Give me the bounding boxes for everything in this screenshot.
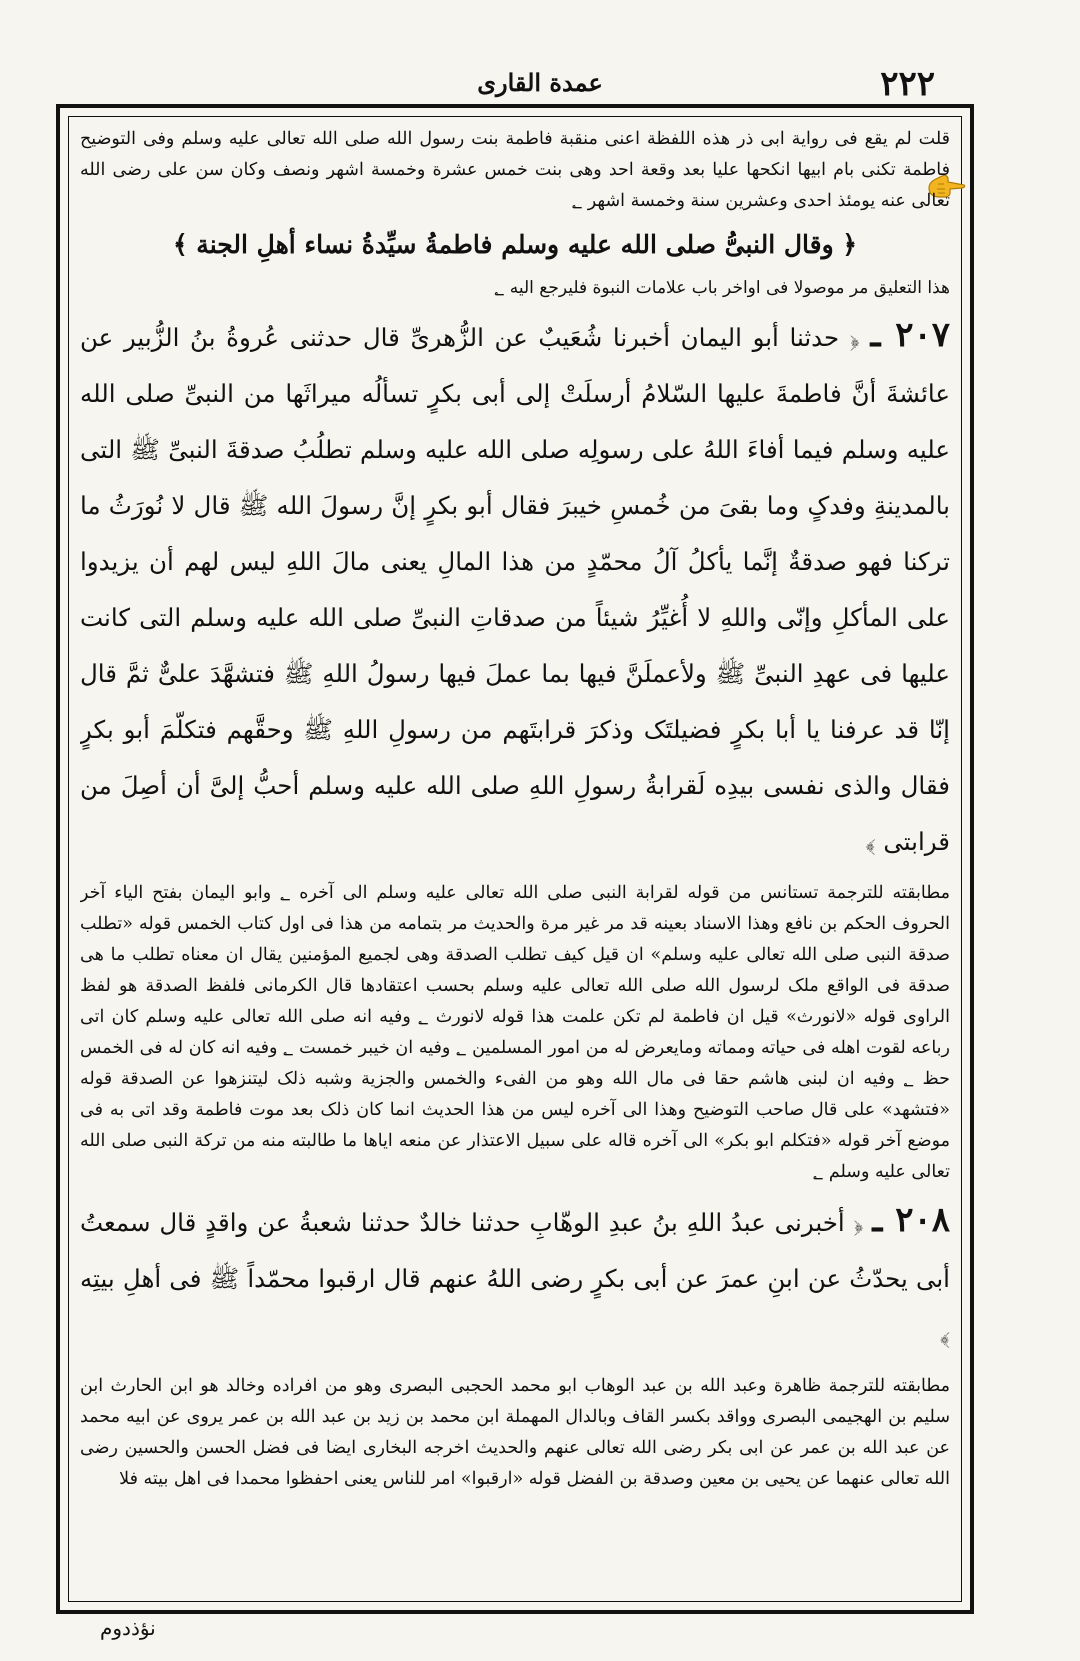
hadith-paragraph [80,307,950,870]
hadith-text: ﴿ أخبرنی عبدُ اللهِ بنُ عبدِ الوهّابِ حدثنا خالدٌ حدثنا شعبةُ عن واقدٍ قال سمعتُ أبی یحدّثُ عن ابنِ عمرَ عن أبی بکرٍ رضی اللهُ عنهم قال ارقبوا محمّداً ﷺ فی أهلِ بیتِه ﴾ [80,1208,950,1349]
hadith-paragraph [80,1192,950,1363]
page-header [60,64,1020,108]
commentary-paragraph: مطابقته للترجمة تستانس من قوله لقرابة النبی صلی الله تعالی علیه وسلم الی آخره ؂ وابو الیمان بفتح الیاء آخر الحروف الحکم بن نافع وهذا الاسناد بعینه قد مر غیر مرة والحدیث مر بتمامه من هذا فی اول کتاب الخمس قوله «تطلب صدقة النبی صلی الله تعالی علیه وسلم» ان قیل کیف تطلب الصدقة وهی لجمیع المؤمنین یقال ان معناه تطلب ما هی صدقة فی الواقع ملک لرسول الله صلی الله تعالی علیه وسلم بحسب اعتقادها قال الکرمانی فلفظ الصدقة هو لفظ الراوی قوله «لانورث» قیل ان فاطمة لم تکن علمت هذا قوله لانورث ؂ وفیه انه صلی الله تعالی علیه وسلم کان اتی رباعه لقوت اهله فی حیاته ومماته ومایعرض له من امور المسلمین ؂ وفیه ان خیبر خمست ؂ وفیه انه کان له فی الخمس حظ ؂ وفیه ان لبنی هاشم حقا فی مال الله وهو من الفیء والخمس والجزیة وشبه ذلک لیتنزهوا عن الصدقة قوله «فتشهد» علی قال صاحب التوضیح وهذا الی آخره لیس من هذا الحدیث انما کان ذلک بعد موت فاطمة وقد اتی به فی موضع آخر قوله «فتکلم ابو بکر» الی آخره قاله علی سبیل الاعتذار عن منعه ایاها ما طالبته منه من ترکة النبی صلی الله تعالی علیه وسلم ؂ [80,883,950,1182]
chapter-note: هذا التعلیق مر موصولا فی اواخر باب علامات النبوة فلیرجع الیه ؂ [494,278,950,298]
commentary-paragraph: مطابقته للترجمة ظاهرة وعبد الله بن عبد الوهاب ابو محمد الحجبی البصری وهو من افراده وخالد هو ابن الحارث ابن سلیم بن الهجیمی البصری وواقد بکسر القاف وبالدال المهملة ابن محمد بن زید بن عبد الله بن عمر یروی عن ابیه محمد عن عبد الله بن عمر عن ابی بکر رضی الله تعالی عنهم والحدیث اخرجه البخاری ایضا فی فضل الحسن والحسین رضی الله تعالی عنهما عن یحیی بن معین وصدقة بن الفضل قوله «ارقبوا» امر للناس یعنی احفظوا محمدا فی اهل بیته فلا [80,1376,950,1489]
commentary-paragraph: قلت لم یقع فی روایة ابی ذر هذه اللفظة اعنی منقبة فاطمة بنت رسول الله صلی الله تعالی علیه وسلم وفی التوضیح فاطمة تکنی بام ابیها انکحها علیا بعد وقعة احد وهی بنت خمس عشرة وخمسة اشهر ونصف وکان سن علی رضی الله تعالی عنه یومئذ احدی وعشرین سنة وخمسة اشهر ؂ [80,129,950,211]
hadith-number: ۲۰۷ ـ [870,315,950,355]
chapter-heading: ﴿ وقال النبیُّ صلی الله علیه وسلم فاطمةُ سیِّدةُ نساء أهلِ الجنة ﴾ [172,230,858,259]
page-number: ۲۲۲ [880,64,935,104]
hadith-text: ﴿ حدثنا أبو الیمان أخبرنا شُعَیبٌ عن الزُّهریِّ قال حدثنی عُروةُ بنُ الزُّبیر عن عائشةَ أنَّ فاطمةَ علیها السّلامُ أرسلَتْ إلی أبی بکرٍ تسألُه میراثَها من النبیِّ صلی الله علیه وسلم فیما أفاءَ اللهُ علی رسولِه صلی الله علیه وسلم تطلُبُ صدقةَ النبیِّ ﷺ التی بالمدینةِ وفدکٍ وما بقیَ من خُمسِ خیبرَ فقال أبو بکرٍ إنَّ رسولَ الله ﷺ قال لا نُورَثُ ما ترکنا فهو صدقةٌ إنَّما یأکلُ آلُ محمّدٍ من هذا المالِ یعنی مالَ اللهِ لیس لهم أن یزیدوا علی المأکلِ وإنّی واللهِ لا أُغیِّرُ شیئاً من صدقاتِ النبیِّ صلی الله علیه وسلم التی کانت علیها فی عهدِ النبیِّ ﷺ ولأعملَنَّ فیها بما عملَ فیها رسولُ اللهِ ﷺ فتشهَّدَ علیٌّ ثمَّ قال إنّا قد عرفنا یا أبا بکرٍ فضیلتَک وذکرَ قرابتَهم من رسولِ اللهِ ﷺ وحقَّهم فتکلّمَ أبو بکرٍ فقال والذی نفسی بیدِه لَقرابةُ رسولِ اللهِ صلی الله علیه وسلم أحبُّ إلیَّ أن أصِلَ من قرابتی ﴾ [80,323,950,856]
page-content [80,124,950,1596]
footer-label: نؤذدوم [100,1616,156,1640]
running-title: عمدة القاری [477,68,603,97]
hadith-number: ۲۰۸ ـ [872,1200,950,1240]
